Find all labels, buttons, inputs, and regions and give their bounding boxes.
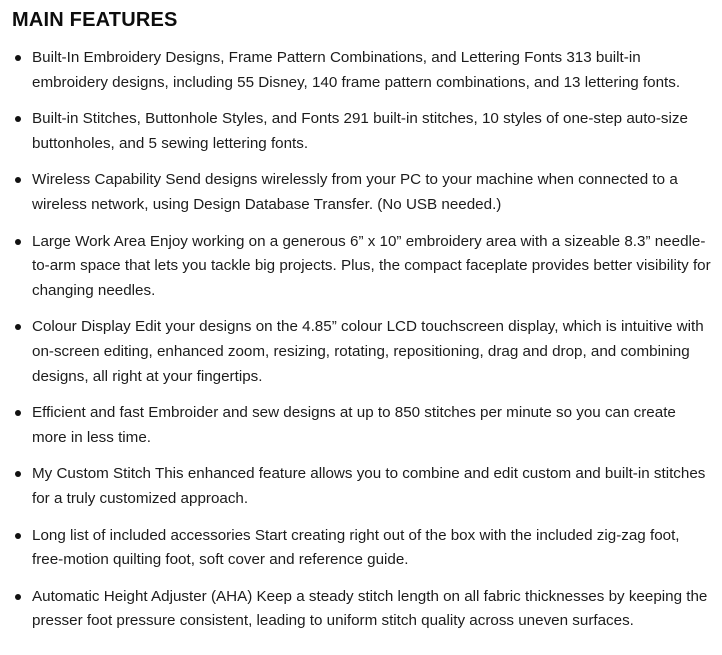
list-item [12,107,712,156]
list-item [12,585,712,634]
bullet-icon [15,177,21,183]
list-item [12,168,712,217]
list-item [12,230,712,304]
feature-text: Colour Display Edit your designs on the 4.85” colour LCD touchscreen display, which is intuitive with on-screen editing, enhanced zoom, resizing, rotating, repositioning, drag and drop, and combining designs, all right at your fingertips. [32,318,704,385]
bullet-icon [15,410,21,416]
list-item [12,401,712,450]
feature-list [12,46,712,634]
bullet-icon [15,239,21,245]
feature-text: Built-in Stitches, Buttonhole Styles, and Fonts 291 built-in stitches, 10 styles of one-step auto-size buttonholes, and 5 sewing lettering fonts. [32,110,688,152]
list-item [12,46,712,95]
feature-text: Long list of included accessories Start creating right out of the box with the included zig-zag foot, free-motion quilting foot, soft cover and reference guide. [32,526,680,569]
bullet-icon [15,116,21,122]
bullet-icon [15,55,21,61]
list-item [12,462,712,511]
bullet-icon [15,324,21,330]
list-item [12,315,712,389]
feature-text: Built-In Embroidery Designs, Frame Pattern Combinations, and Lettering Fonts 313 built-in embroidery designs, including 55 Disney, 140 frame pattern combinations, and 13 lettering fonts. [32,49,681,91]
bullet-icon [15,594,21,600]
feature-text: My Custom Stitch This enhanced feature allows you to combine and edit custom and built-in stitches for a truly customized approach. [32,465,706,507]
feature-text: Automatic Height Adjuster (AHA) Keep a steady stitch length on all fabric thicknesses by keeping the presser foot pressure consistent, leading to uniform stitch quality across uneven surfaces. [32,587,708,630]
bullet-icon [15,533,21,539]
feature-text: Wireless Capability Send designs wirelessly from your PC to your machine when connected to a wireless network, using Design Database Transfer. (No USB needed.) [32,171,678,213]
feature-text: Efficient and fast Embroider and sew designs at up to 850 stitches per minute so you can create more in less time. [32,404,676,446]
bullet-icon [15,471,21,477]
feature-text: Large Work Area Enjoy working on a generous 6” x 10” embroidery area with a sizeable 8.3” needle-to-arm space that lets you tackle big projects. Plus, the compact faceplate provides better visibility for changing needles. [32,232,711,299]
section-heading: MAIN FEATURES [12,9,178,31]
list-item [12,524,712,573]
